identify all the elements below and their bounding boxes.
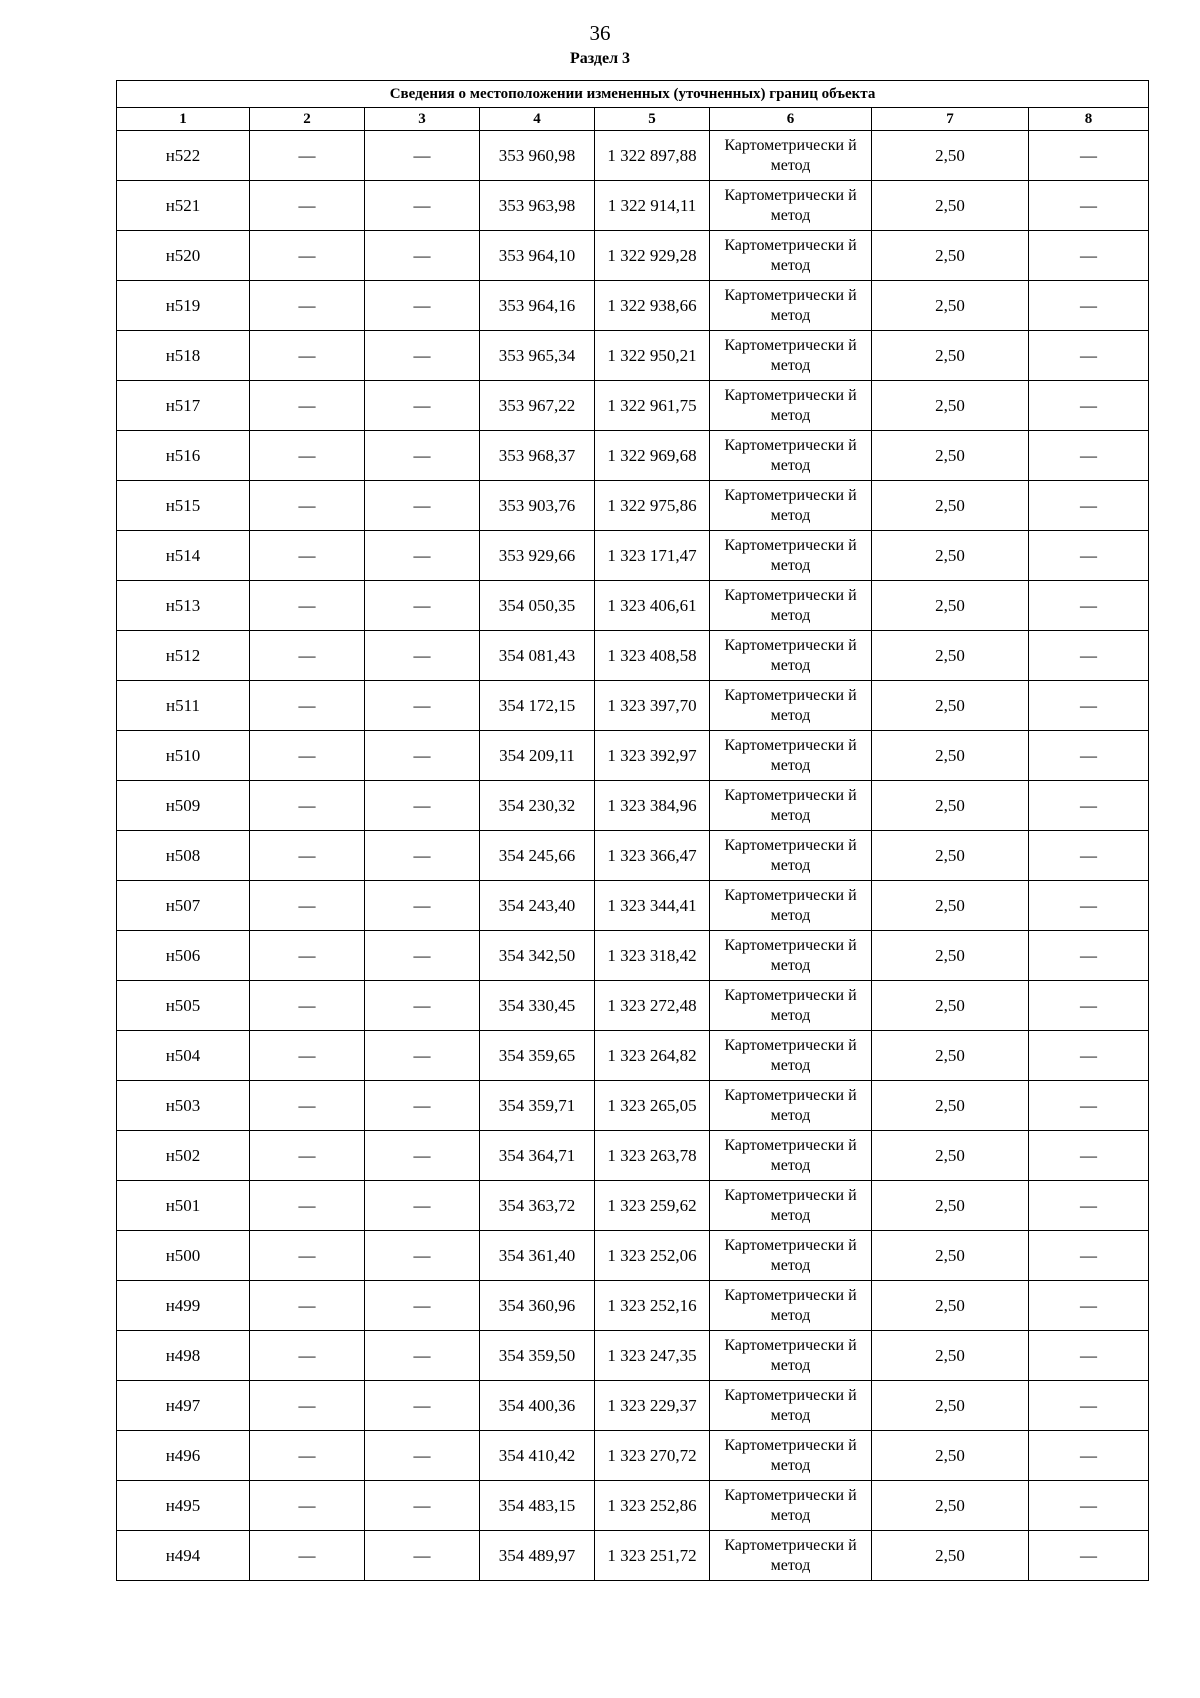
page-number: 36 (589, 21, 611, 45)
point-id: н495 (117, 1481, 250, 1531)
accuracy-value: 2,50 (872, 1281, 1029, 1331)
col2-value: — (250, 531, 365, 581)
col3-value: — (365, 781, 480, 831)
table-row (117, 981, 1149, 1031)
point-id: н519 (117, 281, 250, 331)
accuracy-value: 2,50 (872, 1331, 1029, 1381)
y-coordinate: 1 323 272,48 (595, 981, 710, 1031)
col2-value: — (250, 1181, 365, 1231)
table-row (117, 1081, 1149, 1131)
col8-value: — (1029, 831, 1149, 881)
accuracy-value: 2,50 (872, 1131, 1029, 1181)
point-id: н501 (117, 1181, 250, 1231)
y-coordinate: 1 323 384,96 (595, 781, 710, 831)
y-coordinate: 1 323 252,16 (595, 1281, 710, 1331)
x-coordinate: 354 230,32 (480, 781, 595, 831)
col3-value: — (365, 1531, 480, 1581)
point-id: н507 (117, 881, 250, 931)
accuracy-value: 2,50 (872, 981, 1029, 1031)
col2-value: — (250, 1081, 365, 1131)
col3-value: — (365, 1281, 480, 1331)
col3-value: — (365, 381, 480, 431)
col3-value: — (365, 631, 480, 681)
col2-value: — (250, 781, 365, 831)
column-number-row (117, 108, 1149, 131)
accuracy-value: 2,50 (872, 1381, 1029, 1431)
accuracy-value: 2,50 (872, 1181, 1029, 1231)
y-coordinate: 1 323 252,06 (595, 1231, 710, 1281)
x-coordinate: 354 245,66 (480, 831, 595, 881)
y-coordinate: 1 322 914,11 (595, 181, 710, 231)
accuracy-value: 2,50 (872, 881, 1029, 931)
col2-value: — (250, 1531, 365, 1581)
col2-value: — (250, 581, 365, 631)
method-cell: Картометрически й метод (710, 931, 872, 981)
table-row (117, 731, 1149, 781)
table-row (117, 1281, 1149, 1331)
col8-value: — (1029, 681, 1149, 731)
table-row (117, 1181, 1149, 1231)
point-id: н522 (117, 131, 250, 181)
accuracy-value: 2,50 (872, 281, 1029, 331)
method-cell: Картометрически й метод (710, 431, 872, 481)
col8-value: — (1029, 581, 1149, 631)
table-row (117, 931, 1149, 981)
x-coordinate: 354 364,71 (480, 1131, 595, 1181)
col2-value: — (250, 831, 365, 881)
table-row (117, 581, 1149, 631)
col8-value: — (1029, 181, 1149, 231)
col3-value: — (365, 1231, 480, 1281)
method-cell: Картометрически й метод (710, 1181, 872, 1231)
col3-value: — (365, 231, 480, 281)
table-row (117, 281, 1149, 331)
method-cell: Картометрически й метод (710, 731, 872, 781)
x-coordinate: 354 489,97 (480, 1531, 595, 1581)
col8-value: — (1029, 1481, 1149, 1531)
y-coordinate: 1 323 259,62 (595, 1181, 710, 1231)
col3-value: — (365, 281, 480, 331)
table-row (117, 131, 1149, 181)
col3-value: — (365, 1331, 480, 1381)
method-cell: Картометрически й метод (710, 531, 872, 581)
method-cell: Картометрически й метод (710, 781, 872, 831)
col2-value: — (250, 131, 365, 181)
x-coordinate: 354 050,35 (480, 581, 595, 631)
col8-value: — (1029, 531, 1149, 581)
accuracy-value: 2,50 (872, 381, 1029, 431)
point-id: н506 (117, 931, 250, 981)
x-coordinate: 354 172,15 (480, 681, 595, 731)
y-coordinate: 1 323 265,05 (595, 1081, 710, 1131)
col3-value: — (365, 481, 480, 531)
col2-value: — (250, 281, 365, 331)
y-coordinate: 1 322 969,68 (595, 431, 710, 481)
col3-value: — (365, 431, 480, 481)
column-number: 6 (710, 108, 872, 131)
col8-value: — (1029, 231, 1149, 281)
y-coordinate: 1 323 263,78 (595, 1131, 710, 1181)
x-coordinate: 354 410,42 (480, 1431, 595, 1481)
x-coordinate: 353 968,37 (480, 431, 595, 481)
accuracy-value: 2,50 (872, 231, 1029, 281)
table-row (117, 381, 1149, 431)
y-coordinate: 1 322 938,66 (595, 281, 710, 331)
col2-value: — (250, 231, 365, 281)
y-coordinate: 1 323 229,37 (595, 1381, 710, 1431)
x-coordinate: 353 965,34 (480, 331, 595, 381)
x-coordinate: 353 964,10 (480, 231, 595, 281)
x-coordinate: 353 903,76 (480, 481, 595, 531)
point-id: н513 (117, 581, 250, 631)
column-number: 8 (1029, 108, 1149, 131)
col3-value: — (365, 931, 480, 981)
accuracy-value: 2,50 (872, 831, 1029, 881)
table-row (117, 231, 1149, 281)
point-id: н514 (117, 531, 250, 581)
y-coordinate: 1 322 950,21 (595, 331, 710, 381)
method-cell: Картометрически й метод (710, 1331, 872, 1381)
x-coordinate: 353 964,16 (480, 281, 595, 331)
method-cell: Картометрически й метод (710, 231, 872, 281)
y-coordinate: 1 323 318,42 (595, 931, 710, 981)
col8-value: — (1029, 1381, 1149, 1431)
col8-value: — (1029, 781, 1149, 831)
point-id: н496 (117, 1431, 250, 1481)
x-coordinate: 354 081,43 (480, 631, 595, 681)
column-number: 3 (365, 108, 480, 131)
x-coordinate: 354 330,45 (480, 981, 595, 1031)
point-id: н509 (117, 781, 250, 831)
col8-value: — (1029, 331, 1149, 381)
col2-value: — (250, 1331, 365, 1381)
col8-value: — (1029, 1131, 1149, 1181)
table-row (117, 681, 1149, 731)
y-coordinate: 1 323 251,72 (595, 1531, 710, 1581)
col8-value: — (1029, 431, 1149, 481)
col3-value: — (365, 331, 480, 381)
col3-value: — (365, 131, 480, 181)
table-row (117, 1231, 1149, 1281)
col8-value: — (1029, 1031, 1149, 1081)
table-row (117, 831, 1149, 881)
accuracy-value: 2,50 (872, 1431, 1029, 1481)
col8-value: — (1029, 1081, 1149, 1131)
accuracy-value: 2,50 (872, 1481, 1029, 1531)
col8-value: — (1029, 1281, 1149, 1331)
y-coordinate: 1 322 929,28 (595, 231, 710, 281)
accuracy-value: 2,50 (872, 431, 1029, 481)
column-number: 7 (872, 108, 1029, 131)
point-id: н498 (117, 1331, 250, 1381)
x-coordinate: 354 359,50 (480, 1331, 595, 1381)
col3-value: — (365, 1381, 480, 1431)
y-coordinate: 1 323 264,82 (595, 1031, 710, 1081)
accuracy-value: 2,50 (872, 1031, 1029, 1081)
point-id: н520 (117, 231, 250, 281)
col2-value: — (250, 331, 365, 381)
col2-value: — (250, 1031, 365, 1081)
point-id: н505 (117, 981, 250, 1031)
column-number: 2 (250, 108, 365, 131)
col2-value: — (250, 431, 365, 481)
column-number: 4 (480, 108, 595, 131)
method-cell: Картометрически й метод (710, 131, 872, 181)
table-row (117, 1131, 1149, 1181)
table-row (117, 1031, 1149, 1081)
point-id: н521 (117, 181, 250, 231)
table-row (117, 331, 1149, 381)
col2-value: — (250, 1231, 365, 1281)
point-id: н511 (117, 681, 250, 731)
x-coordinate: 354 359,65 (480, 1031, 595, 1081)
method-cell: Картометрически й метод (710, 381, 872, 431)
col8-value: — (1029, 731, 1149, 781)
accuracy-value: 2,50 (872, 581, 1029, 631)
accuracy-value: 2,50 (872, 1081, 1029, 1131)
table-row (117, 881, 1149, 931)
method-cell: Картометрически й метод (710, 1131, 872, 1181)
method-cell: Картометрически й метод (710, 281, 872, 331)
method-cell: Картометрически й метод (710, 1531, 872, 1581)
x-coordinate: 354 243,40 (480, 881, 595, 931)
table-row (117, 531, 1149, 581)
method-cell: Картометрически й метод (710, 831, 872, 881)
col2-value: — (250, 1281, 365, 1331)
table-row (117, 631, 1149, 681)
x-coordinate: 353 929,66 (480, 531, 595, 581)
col8-value: — (1029, 631, 1149, 681)
accuracy-value: 2,50 (872, 781, 1029, 831)
col8-value: — (1029, 1531, 1149, 1581)
method-cell: Картометрически й метод (710, 1231, 872, 1281)
col8-value: — (1029, 881, 1149, 931)
col8-value: — (1029, 131, 1149, 181)
x-coordinate: 354 360,96 (480, 1281, 595, 1331)
method-cell: Картометрически й метод (710, 631, 872, 681)
method-cell: Картометрически й метод (710, 1031, 872, 1081)
col3-value: — (365, 731, 480, 781)
col3-value: — (365, 981, 480, 1031)
table-row (117, 781, 1149, 831)
coordinates-table (116, 80, 1149, 1581)
accuracy-value: 2,50 (872, 181, 1029, 231)
point-id: н504 (117, 1031, 250, 1081)
x-coordinate: 354 342,50 (480, 931, 595, 981)
table-caption: Сведения о местоположении измененных (уточненных) границ объекта (117, 81, 1149, 108)
col3-value: — (365, 1131, 480, 1181)
col8-value: — (1029, 381, 1149, 431)
point-id: н497 (117, 1381, 250, 1431)
col8-value: — (1029, 1231, 1149, 1281)
method-cell: Картометрически й метод (710, 681, 872, 731)
point-id: н517 (117, 381, 250, 431)
table-row (117, 1431, 1149, 1481)
method-cell: Картометрически й метод (710, 981, 872, 1031)
accuracy-value: 2,50 (872, 731, 1029, 781)
section-title: Раздел 3 (569, 50, 631, 67)
table-row (117, 1331, 1149, 1381)
method-cell: Картометрически й метод (710, 1081, 872, 1131)
y-coordinate: 1 323 406,61 (595, 581, 710, 631)
col8-value: — (1029, 281, 1149, 331)
col8-value: — (1029, 981, 1149, 1031)
method-cell: Картометрически й метод (710, 1431, 872, 1481)
column-number: 5 (595, 108, 710, 131)
y-coordinate: 1 323 397,70 (595, 681, 710, 731)
col8-value: — (1029, 1331, 1149, 1381)
col2-value: — (250, 181, 365, 231)
x-coordinate: 354 361,40 (480, 1231, 595, 1281)
table-row (117, 1481, 1149, 1531)
col3-value: — (365, 1181, 480, 1231)
y-coordinate: 1 323 252,86 (595, 1481, 710, 1531)
col8-value: — (1029, 1431, 1149, 1481)
y-coordinate: 1 322 897,88 (595, 131, 710, 181)
point-id: н512 (117, 631, 250, 681)
col2-value: — (250, 731, 365, 781)
table-row (117, 1381, 1149, 1431)
column-number: 1 (117, 108, 250, 131)
point-id: н503 (117, 1081, 250, 1131)
col2-value: — (250, 881, 365, 931)
x-coordinate: 354 483,15 (480, 1481, 595, 1531)
method-cell: Картометрически й метод (710, 1481, 872, 1531)
y-coordinate: 1 323 392,97 (595, 731, 710, 781)
method-cell: Картометрически й метод (710, 881, 872, 931)
y-coordinate: 1 323 366,47 (595, 831, 710, 881)
col2-value: — (250, 981, 365, 1031)
table-row (117, 181, 1149, 231)
point-id: н516 (117, 431, 250, 481)
method-cell: Картометрически й метод (710, 481, 872, 531)
col2-value: — (250, 631, 365, 681)
accuracy-value: 2,50 (872, 631, 1029, 681)
col2-value: — (250, 1381, 365, 1431)
point-id: н518 (117, 331, 250, 381)
col3-value: — (365, 181, 480, 231)
table-row (117, 431, 1149, 481)
col8-value: — (1029, 481, 1149, 531)
method-cell: Картометрически й метод (710, 1381, 872, 1431)
col3-value: — (365, 681, 480, 731)
y-coordinate: 1 323 408,58 (595, 631, 710, 681)
accuracy-value: 2,50 (872, 331, 1029, 381)
col2-value: — (250, 1131, 365, 1181)
point-id: н500 (117, 1231, 250, 1281)
x-coordinate: 353 960,98 (480, 131, 595, 181)
col3-value: — (365, 581, 480, 631)
table-caption-row (117, 81, 1149, 108)
col3-value: — (365, 1481, 480, 1531)
col2-value: — (250, 1431, 365, 1481)
col3-value: — (365, 531, 480, 581)
accuracy-value: 2,50 (872, 1531, 1029, 1581)
col8-value: — (1029, 931, 1149, 981)
col2-value: — (250, 681, 365, 731)
y-coordinate: 1 323 344,41 (595, 881, 710, 931)
col3-value: — (365, 1081, 480, 1131)
x-coordinate: 354 363,72 (480, 1181, 595, 1231)
method-cell: Картометрически й метод (710, 581, 872, 631)
col3-value: — (365, 881, 480, 931)
y-coordinate: 1 323 171,47 (595, 531, 710, 581)
accuracy-value: 2,50 (872, 1231, 1029, 1281)
table-body (117, 131, 1149, 1581)
accuracy-value: 2,50 (872, 131, 1029, 181)
accuracy-value: 2,50 (872, 481, 1029, 531)
col3-value: — (365, 1431, 480, 1481)
method-cell: Картометрически й метод (710, 181, 872, 231)
col8-value: — (1029, 1181, 1149, 1231)
point-id: н502 (117, 1131, 250, 1181)
accuracy-value: 2,50 (872, 931, 1029, 981)
x-coordinate: 354 359,71 (480, 1081, 595, 1131)
point-id: н494 (117, 1531, 250, 1581)
table-row (117, 1531, 1149, 1581)
method-cell: Картометрически й метод (710, 1281, 872, 1331)
point-id: н515 (117, 481, 250, 531)
col2-value: — (250, 931, 365, 981)
point-id: н508 (117, 831, 250, 881)
point-id: н499 (117, 1281, 250, 1331)
point-id: н510 (117, 731, 250, 781)
accuracy-value: 2,50 (872, 681, 1029, 731)
method-cell: Картометрически й метод (710, 331, 872, 381)
col3-value: — (365, 1031, 480, 1081)
x-coordinate: 353 963,98 (480, 181, 595, 231)
y-coordinate: 1 323 247,35 (595, 1331, 710, 1381)
col3-value: — (365, 831, 480, 881)
col2-value: — (250, 481, 365, 531)
table-row (117, 481, 1149, 531)
y-coordinate: 1 323 270,72 (595, 1431, 710, 1481)
col2-value: — (250, 381, 365, 431)
col2-value: — (250, 1481, 365, 1531)
accuracy-value: 2,50 (872, 531, 1029, 581)
x-coordinate: 354 400,36 (480, 1381, 595, 1431)
y-coordinate: 1 322 961,75 (595, 381, 710, 431)
x-coordinate: 353 967,22 (480, 381, 595, 431)
y-coordinate: 1 322 975,86 (595, 481, 710, 531)
x-coordinate: 354 209,11 (480, 731, 595, 781)
